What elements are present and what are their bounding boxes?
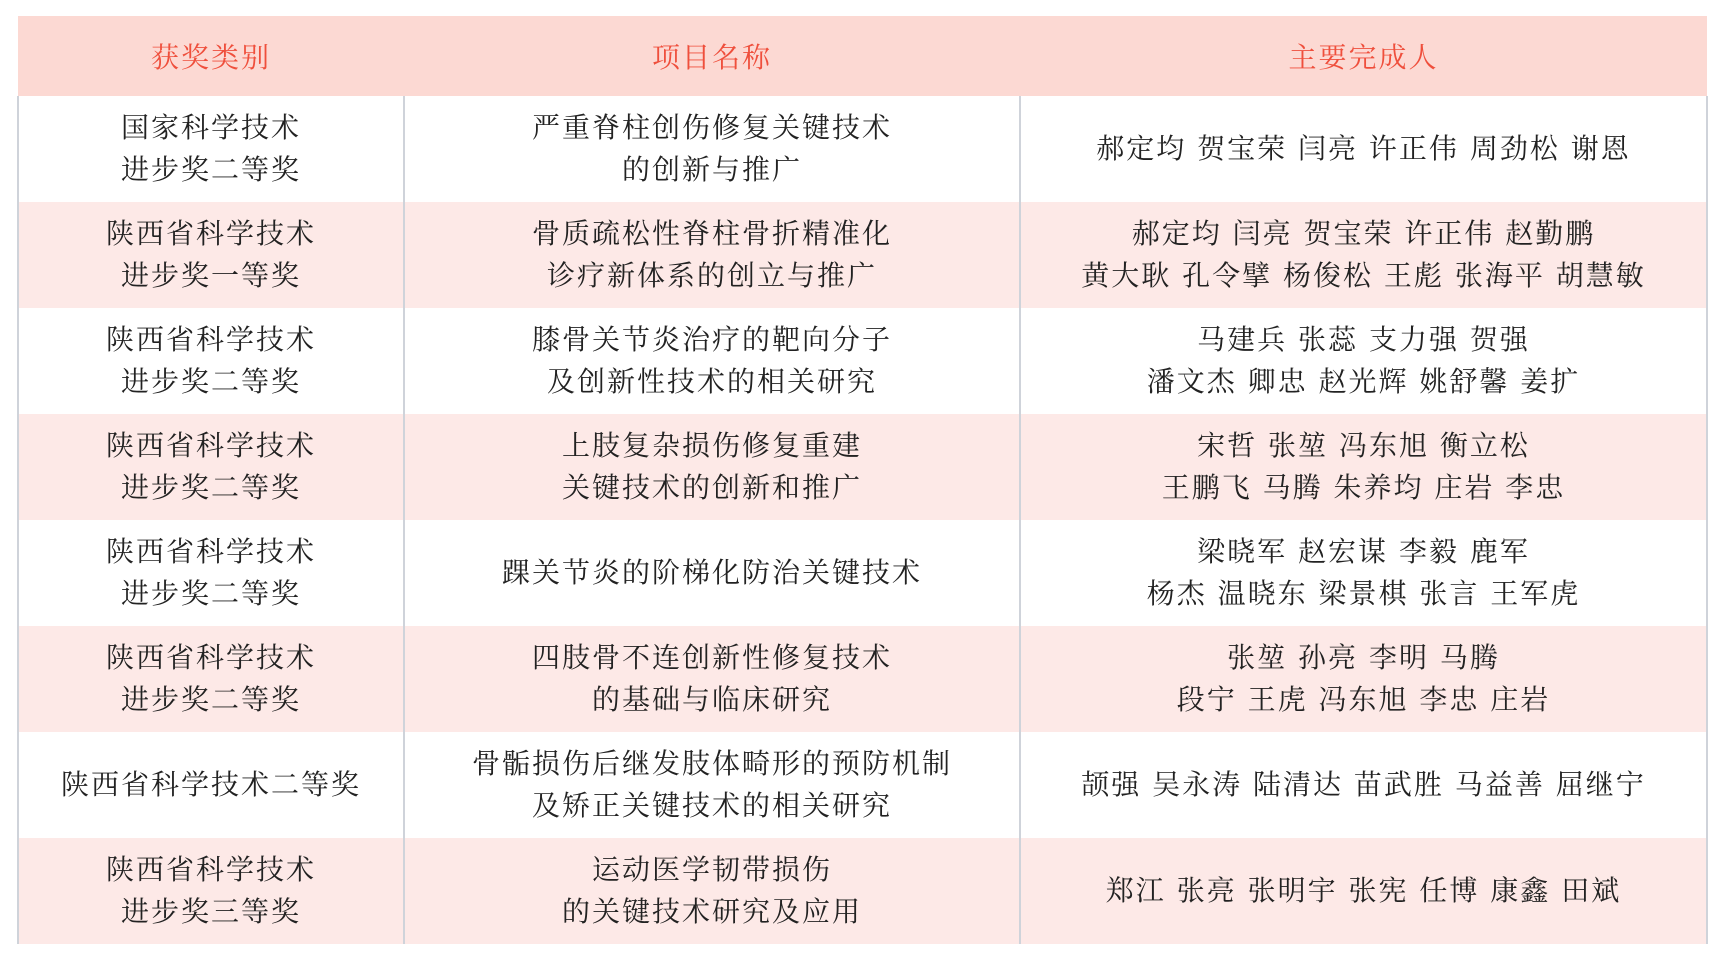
project-name-cell [404, 96, 1020, 202]
project-name-cell-line: 及矫正关键技术的相关研究 [531, 789, 892, 822]
contributors-cell-line: 郑江 张亮 张明宇 张宪 任博 康鑫 田斌 [1105, 874, 1622, 907]
table-row [18, 96, 1707, 202]
contributors-cell [1020, 414, 1707, 520]
award-category-cell [18, 414, 404, 520]
contributors-cell [1020, 732, 1707, 838]
award-category-cell [18, 308, 404, 414]
contributors-cell-line: 张堃 孙亮 李明 马腾 [1227, 641, 1500, 674]
project-name-cell [404, 308, 1020, 414]
award-category-cell [18, 520, 404, 626]
table-row [18, 732, 1707, 838]
project-name-cell-line: 膝骨关节炎治疗的靶向分子 [531, 323, 892, 356]
award-category-cell-line: 进步奖二等奖 [120, 577, 301, 610]
project-name-cell [404, 520, 1020, 626]
contributors-cell [1020, 202, 1707, 308]
project-name-cell [404, 202, 1020, 308]
award-category-cell-line: 进步奖二等奖 [120, 153, 301, 186]
contributors-cell-line: 段宁 王虎 冯东旭 李忠 庄岩 [1176, 683, 1551, 716]
header-award-category: 获奖类别 [18, 16, 404, 96]
contributors-cell-line: 梁晓军 赵宏谋 李毅 鹿军 [1197, 535, 1530, 568]
project-name-cell-line: 严重脊柱创伤修复关键技术 [531, 111, 892, 144]
contributors-cell-line: 颉强 吴永涛 陆清达 苗武胜 马益善 屈继宁 [1081, 768, 1646, 801]
contributors-cell-line: 郝定均 闫亮 贺宝荣 许正伟 赵勤鹏 [1131, 217, 1596, 250]
header-main-contributors: 主要完成人 [1020, 16, 1707, 96]
project-name-cell-line: 四肢骨不连创新性修复技术 [531, 641, 892, 674]
project-name-cell [404, 838, 1020, 944]
awards-table-container [17, 16, 1706, 944]
project-name-cell-line: 及创新性技术的相关研究 [546, 365, 877, 398]
project-name-cell-line: 骨骺损伤后继发肢体畸形的预防机制 [471, 747, 952, 780]
award-category-cell-line: 进步奖二等奖 [120, 471, 301, 504]
table-row [18, 520, 1707, 626]
table-header-row [18, 16, 1707, 96]
contributors-cell [1020, 838, 1707, 944]
project-name-cell-line: 的基础与临床研究 [591, 683, 832, 716]
contributors-cell-line: 杨杰 温晓东 梁景棋 张言 王军虎 [1146, 577, 1581, 610]
awards-table [17, 16, 1708, 944]
award-category-cell-line: 陕西省科学技术 [105, 217, 316, 250]
table-row [18, 626, 1707, 732]
award-category-cell-line: 进步奖二等奖 [120, 683, 301, 716]
contributors-cell-line: 宋哲 张堃 冯东旭 衡立松 [1197, 429, 1530, 462]
project-name-cell [404, 626, 1020, 732]
contributors-cell-line: 潘文杰 卿忠 赵光辉 姚舒馨 姜扩 [1146, 365, 1581, 398]
project-name-cell-line: 的关键技术研究及应用 [561, 895, 862, 928]
table-body [18, 96, 1707, 944]
project-name-cell [404, 732, 1020, 838]
contributors-cell-line: 黄大耿 孔令擘 杨俊松 王彪 张海平 胡慧敏 [1081, 259, 1646, 292]
contributors-cell-line: 郝定均 贺宝荣 闫亮 许正伟 周劲松 谢恩 [1096, 132, 1631, 165]
award-category-cell [18, 96, 404, 202]
award-category-cell-line: 进步奖二等奖 [120, 365, 301, 398]
award-category-cell-line: 陕西省科学技术 [105, 641, 316, 674]
award-category-cell [18, 838, 404, 944]
table-row [18, 838, 1707, 944]
award-category-cell-line: 陕西省科学技术 [105, 535, 316, 568]
contributors-cell [1020, 520, 1707, 626]
award-category-cell [18, 732, 404, 838]
contributors-cell [1020, 308, 1707, 414]
award-category-cell-line: 国家科学技术 [120, 111, 301, 144]
header-project-name: 项目名称 [404, 16, 1020, 96]
table-row [18, 202, 1707, 308]
contributors-cell-line: 王鹏飞 马腾 朱养均 庄岩 李忠 [1161, 471, 1566, 504]
project-name-cell-line: 运动医学韧带损伤 [591, 853, 832, 886]
table-row [18, 414, 1707, 520]
award-category-cell-line: 陕西省科学技术 [105, 429, 316, 462]
project-name-cell-line: 骨质疏松性脊柱骨折精准化 [531, 217, 892, 250]
table-row [18, 308, 1707, 414]
award-category-cell-line: 陕西省科学技术 [105, 853, 316, 886]
award-category-cell-line: 陕西省科学技术二等奖 [60, 768, 361, 801]
award-category-cell [18, 626, 404, 732]
project-name-cell-line: 关键技术的创新和推广 [561, 471, 862, 504]
award-category-cell [18, 202, 404, 308]
award-category-cell-line: 陕西省科学技术 [105, 323, 316, 356]
project-name-cell [404, 414, 1020, 520]
award-category-cell-line: 进步奖一等奖 [120, 259, 301, 292]
contributors-cell-line: 马建兵 张蕊 支力强 贺强 [1197, 323, 1530, 356]
project-name-cell-line: 踝关节炎的阶梯化防治关键技术 [501, 556, 922, 589]
award-category-cell-line: 进步奖三等奖 [120, 895, 301, 928]
contributors-cell [1020, 96, 1707, 202]
project-name-cell-line: 的创新与推广 [621, 153, 802, 186]
project-name-cell-line: 上肢复杂损伤修复重建 [561, 429, 862, 462]
project-name-cell-line: 诊疗新体系的创立与推广 [546, 259, 877, 292]
contributors-cell [1020, 626, 1707, 732]
